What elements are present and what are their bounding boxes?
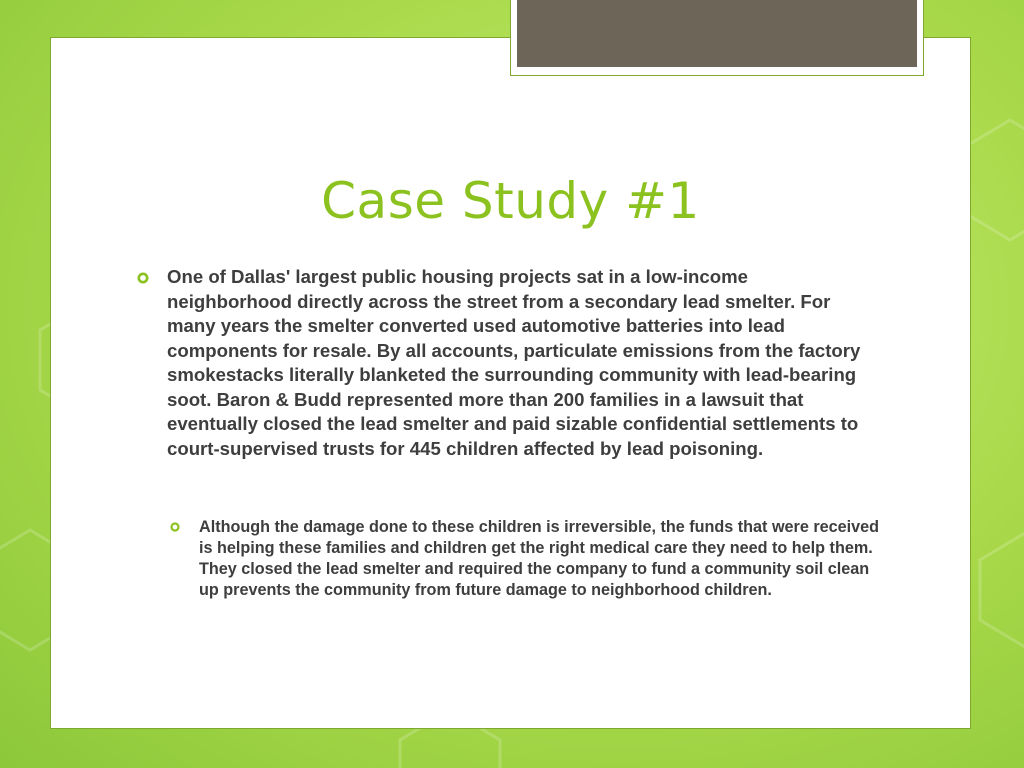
bullet-level-1	[137, 265, 877, 461]
sub-bullet-text: Although the damage done to these children is irreversible, the funds that were received is helping these families and children get the right medical care they need to help them. They closed the lead smelter and required the company to fund a community soil clean up prevents the community from future damage to neighborhood children.	[199, 518, 880, 599]
bullet-level-2	[170, 517, 880, 601]
slide-title: Case Study #1	[321, 172, 700, 230]
ring-bullet-icon	[170, 522, 180, 532]
ring-bullet-icon	[137, 272, 149, 284]
bullet-text: One of Dallas' largest public housing projects sat in a low-income neighborhood directly across the street from a secondary lead smelter. For many years the smelter converted used automotive batteries into lead components for resale. By all accounts, particulate emissions from the factory smokestacks literally blanketed the surrounding community with lead-bearing soot. Baron & Budd represented more than 200 families in a lawsuit that eventually closed the lead smelter and paid sizable confidential settlements to court-supervised trusts for 445 children affected by lead poisoning.	[167, 266, 861, 459]
header-color-block	[517, 0, 917, 67]
header-tab-frame	[510, 0, 924, 76]
